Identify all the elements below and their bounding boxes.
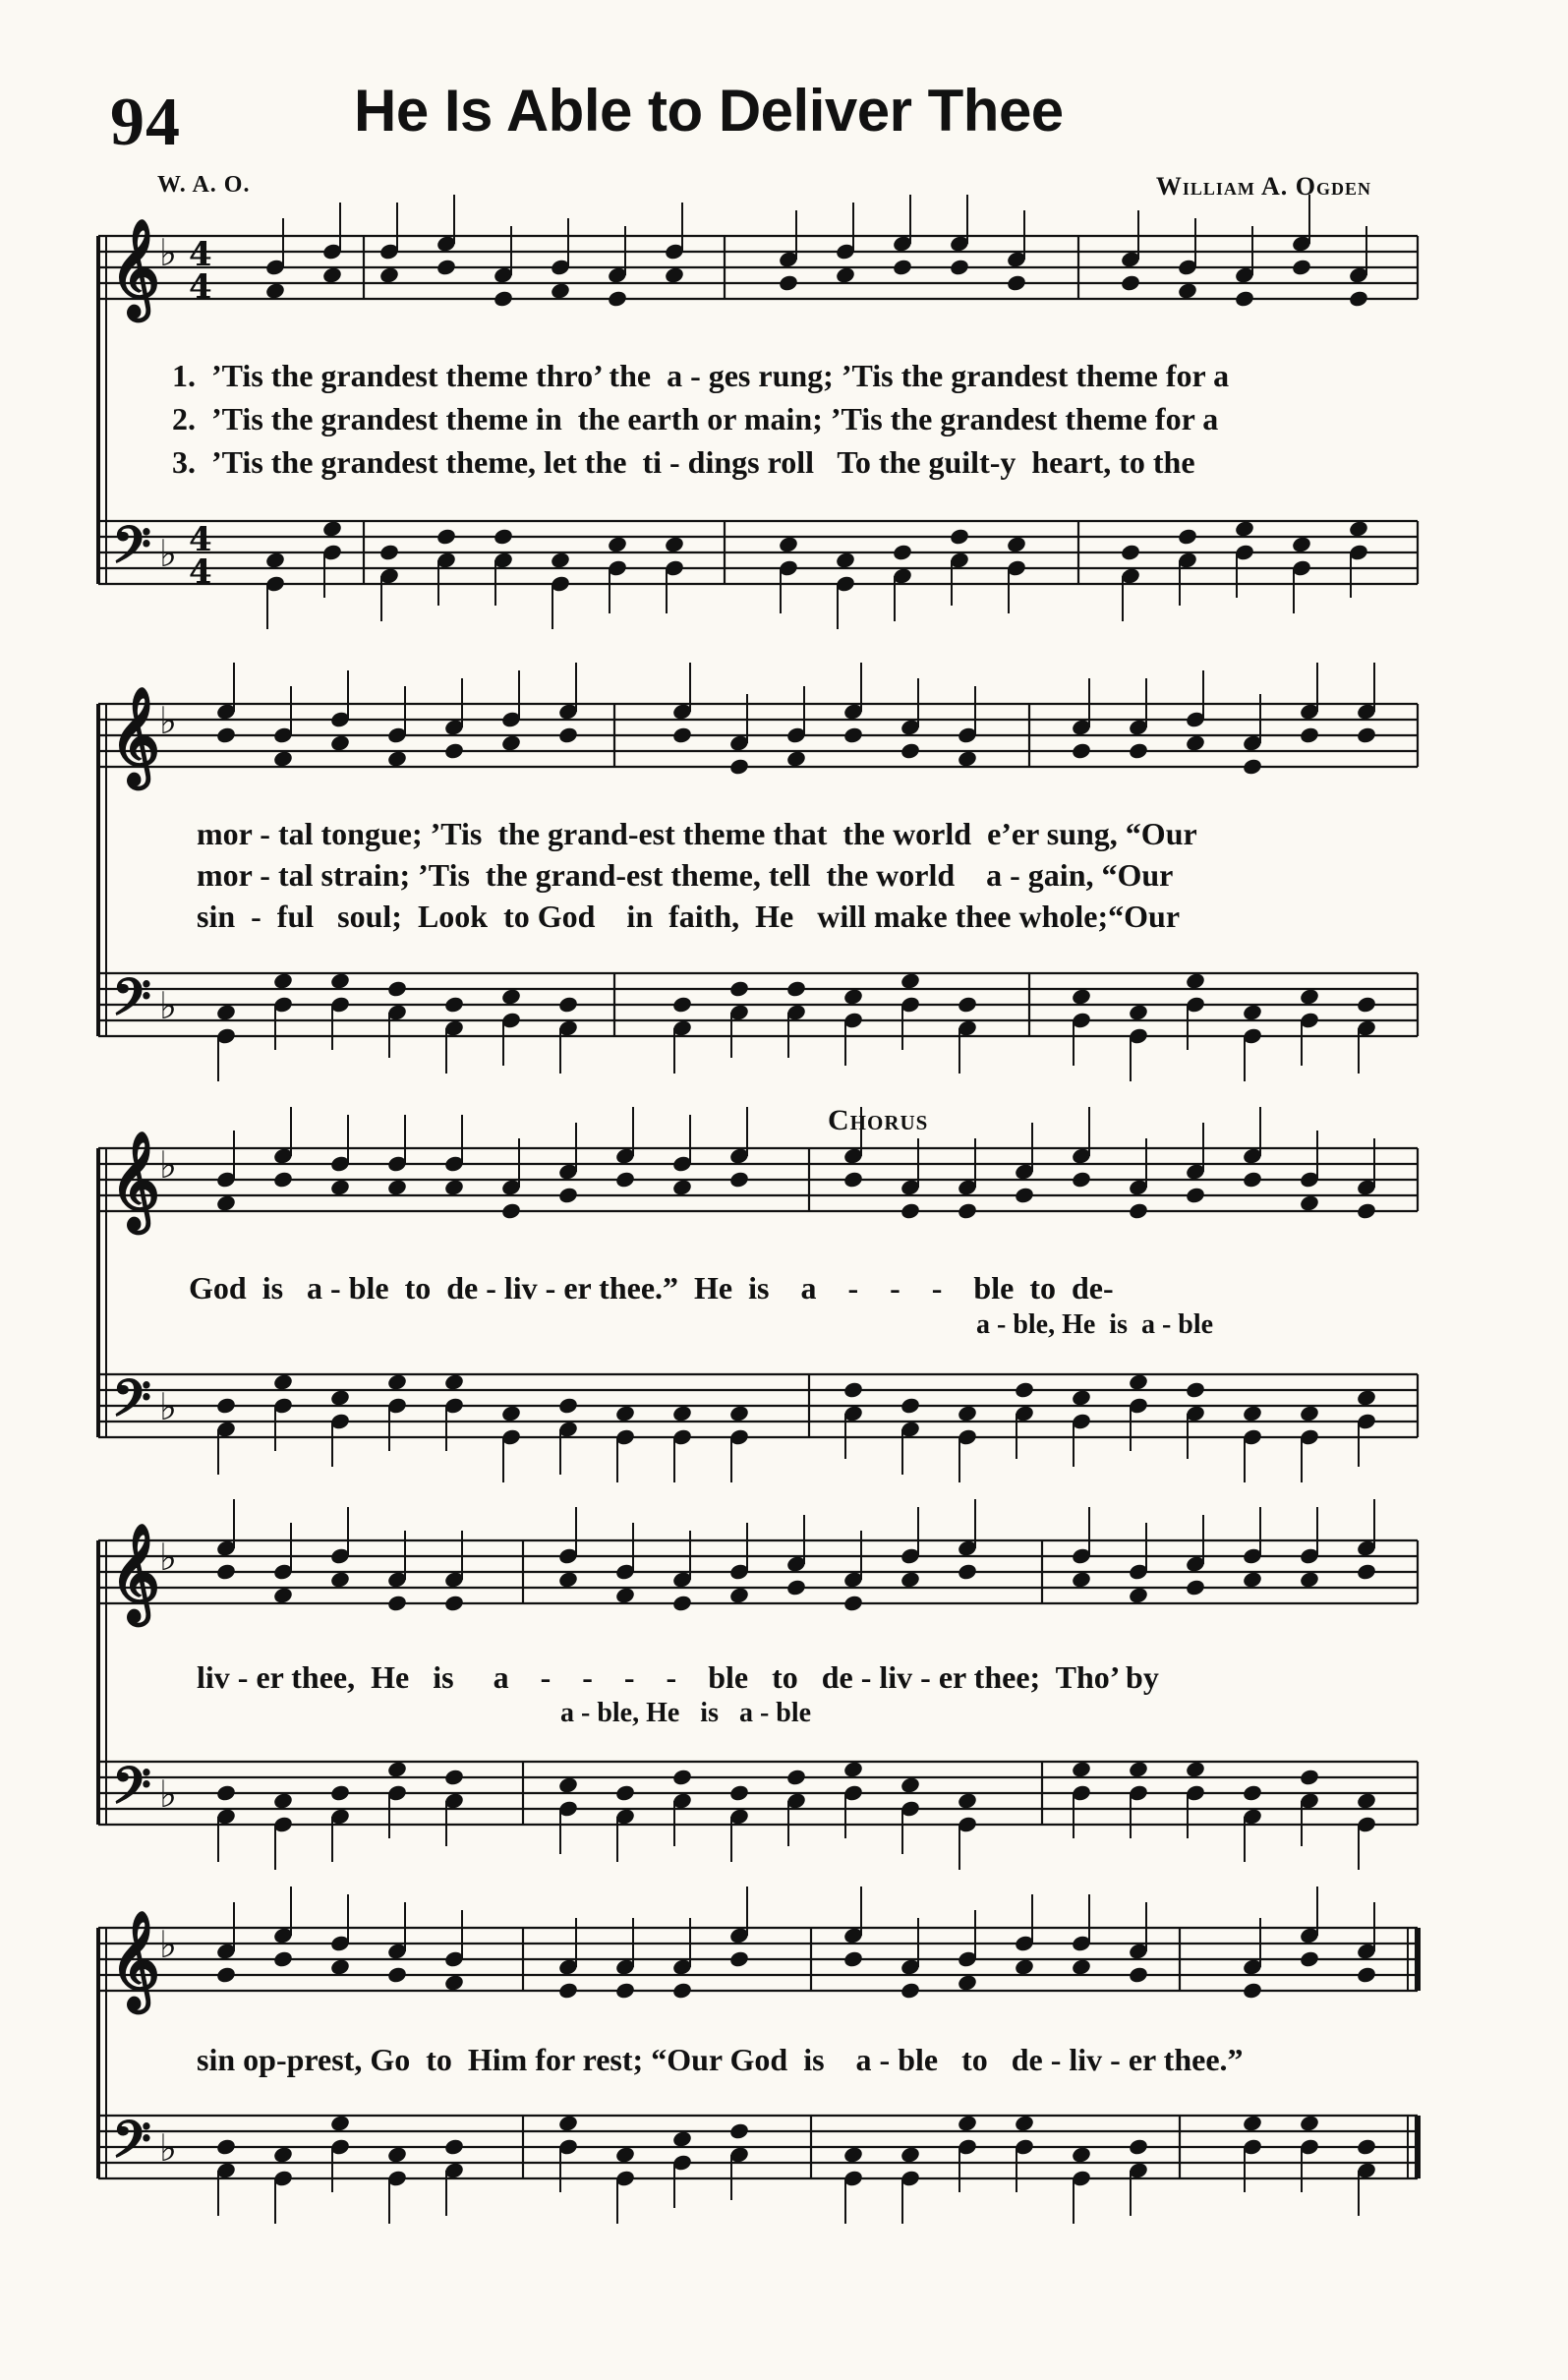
note-head — [1234, 519, 1255, 538]
lyric-chorus-line-2: liv - er thee, He is a - - - - ble to de - liv - er thee; Tho’ by — [197, 1659, 1159, 1695]
note-head — [1299, 987, 1320, 1006]
note-head — [1071, 1388, 1092, 1407]
treble-clef-icon: 𝄞 — [110, 1131, 160, 1230]
note-head — [386, 1372, 408, 1391]
note-head — [436, 527, 457, 546]
note-head — [1299, 1768, 1320, 1786]
flat-icon: ♭ — [159, 2125, 177, 2170]
note-head — [272, 971, 294, 990]
lyric-chorus-echo-2: a - ble, He is a - ble — [560, 1698, 812, 1728]
note-head — [1299, 2114, 1320, 2132]
note-head — [835, 551, 856, 569]
note-head — [386, 2145, 408, 2164]
note-head — [957, 2114, 978, 2132]
chorus-label: Chorus — [828, 1104, 929, 1136]
flat-icon: ♭ — [159, 1771, 177, 1816]
note-head — [1071, 1760, 1092, 1778]
note-head — [1356, 2137, 1377, 2156]
bass-clef-icon: 𝄢 — [112, 967, 151, 1039]
note-head — [728, 979, 750, 998]
note-head — [215, 1396, 237, 1415]
lyric-verse-1-line-1: 1. ’Tis the grandest theme thro’ the a - ges rung; ’Tis the grandest theme for a — [172, 358, 1230, 393]
note-head — [550, 551, 571, 569]
note-head — [671, 1404, 693, 1422]
svg-text:4: 4 — [189, 552, 212, 592]
note-head — [500, 1404, 522, 1422]
hymn-title: He Is Able to Deliver Thee — [354, 78, 1064, 144]
note-head — [443, 1372, 465, 1391]
note-head — [321, 519, 343, 538]
note-head — [215, 1003, 237, 1021]
note-head — [1242, 1404, 1263, 1422]
note-head — [664, 535, 685, 553]
note-head — [215, 2137, 237, 2156]
note-head — [557, 1775, 579, 1794]
words-credit: W. A. O. — [157, 172, 251, 198]
note-head — [785, 1768, 807, 1786]
note-head — [728, 2121, 750, 2140]
note-head — [1071, 987, 1092, 1006]
note-head — [900, 1775, 921, 1794]
treble-clef-icon: 𝄞 — [110, 218, 160, 318]
note-head — [1185, 1380, 1206, 1399]
lyric-chorus-line-3: sin op-prest, Go to Him for rest; “Our God is a - ble to de - liv - er thee.” — [197, 2042, 1244, 2077]
note-head — [778, 535, 799, 553]
note-head — [1242, 1003, 1263, 1021]
treble-clef-icon: 𝄞 — [110, 1523, 160, 1622]
bass-clef-icon: 𝄢 — [112, 1368, 151, 1440]
note-head — [900, 2145, 921, 2164]
lyric-verse-2-line-1: 2. ’Tis the grandest theme in the earth or main; ’Tis the grandest theme for a — [172, 401, 1219, 436]
note-head — [1356, 995, 1377, 1014]
note-head — [614, 2145, 636, 2164]
note-head — [614, 1783, 636, 1802]
note-head — [493, 527, 514, 546]
note-head — [671, 1768, 693, 1786]
hymn-number: 94 — [110, 85, 181, 160]
note-head — [557, 995, 579, 1014]
note-head — [1120, 543, 1141, 561]
flat-icon: ♭ — [159, 1535, 177, 1579]
bass-clef-icon: 𝄢 — [112, 2110, 151, 2181]
note-head — [215, 1783, 237, 1802]
note-head — [728, 1783, 750, 1802]
note-head — [272, 2145, 294, 2164]
note-head — [1128, 1003, 1149, 1021]
note-head — [272, 1372, 294, 1391]
note-head — [614, 1404, 636, 1422]
note-head — [1128, 1372, 1149, 1391]
note-head — [443, 2137, 465, 2156]
note-head — [957, 1404, 978, 1422]
note-head — [329, 2114, 351, 2132]
note-head — [671, 2129, 693, 2148]
note-head — [1014, 2114, 1035, 2132]
note-head — [1006, 535, 1027, 553]
note-head — [1185, 971, 1206, 990]
time-signature: 4 — [189, 520, 212, 559]
note-head — [386, 1760, 408, 1778]
svg-text:4: 4 — [189, 267, 212, 307]
note-head — [272, 1791, 294, 1810]
lyric-verse-1-line-2: mor - tal tongue; ’Tis the grand-est theme that the world e’er sung, “Our — [197, 816, 1197, 851]
flat-icon: ♭ — [159, 230, 177, 274]
note-head — [842, 2145, 864, 2164]
flat-icon: ♭ — [159, 531, 177, 575]
note-head — [378, 543, 400, 561]
note-head — [957, 995, 978, 1014]
note-head — [329, 971, 351, 990]
note-head — [785, 979, 807, 998]
bass-clef-icon: 𝄢 — [112, 515, 151, 587]
note-head — [1348, 519, 1369, 538]
note-head — [1128, 1760, 1149, 1778]
note-head — [957, 1791, 978, 1810]
note-head — [671, 995, 693, 1014]
note-head — [264, 551, 286, 569]
note-head — [1014, 1380, 1035, 1399]
note-head — [1299, 1404, 1320, 1422]
note-head — [900, 971, 921, 990]
lyric-verse-3-line-2: sin - ful soul; Look to God in faith, He will make thee whole;“Our — [197, 899, 1181, 934]
note-head — [1291, 535, 1312, 553]
flat-icon: ♭ — [159, 983, 177, 1027]
note-head — [386, 979, 408, 998]
note-head — [1071, 2145, 1092, 2164]
flat-icon: ♭ — [159, 1142, 177, 1187]
note-head — [1242, 2114, 1263, 2132]
flat-icon: ♭ — [159, 698, 177, 742]
note-head — [842, 1380, 864, 1399]
note-head — [728, 1404, 750, 1422]
note-head — [949, 527, 970, 546]
lyric-verse-2-line-2: mor - tal strain; ’Tis the grand-est theme, tell the world a - gain, “Our — [197, 857, 1174, 893]
note-head — [1356, 1388, 1377, 1407]
treble-clef-icon: 𝄞 — [110, 1910, 160, 2009]
note-head — [842, 1760, 864, 1778]
lyric-chorus-echo-1: a - ble, He is a - ble — [976, 1309, 1214, 1340]
note-head — [900, 1396, 921, 1415]
note-head — [607, 535, 628, 553]
flat-icon: ♭ — [159, 1384, 177, 1428]
music-credit: William A. Ogden — [1155, 172, 1371, 201]
note-head — [1356, 1791, 1377, 1810]
note-head — [443, 995, 465, 1014]
note-head — [443, 1768, 465, 1786]
bass-clef-icon: 𝄢 — [112, 1756, 151, 1828]
lyric-verse-3-line-1: 3. ’Tis the grandest theme, let the ti - dings roll To the guilt-y heart, to the — [172, 444, 1195, 480]
note-head — [557, 1396, 579, 1415]
note-head — [892, 543, 913, 561]
flat-icon: ♭ — [159, 1922, 177, 1966]
note-head — [557, 2114, 579, 2132]
note-head — [842, 987, 864, 1006]
note-head — [329, 1388, 351, 1407]
note-head — [1128, 2137, 1149, 2156]
time-signature: 4 — [189, 235, 212, 274]
lyric-chorus-line-1: God is a - ble to de - liv - er thee.” He is a - - - ble to de- — [189, 1270, 1114, 1306]
note-head — [329, 1783, 351, 1802]
note-head — [500, 987, 522, 1006]
note-head — [1185, 1760, 1206, 1778]
note-head — [1177, 527, 1198, 546]
treble-clef-icon: 𝄞 — [110, 686, 160, 785]
note-head — [1242, 1783, 1263, 1802]
